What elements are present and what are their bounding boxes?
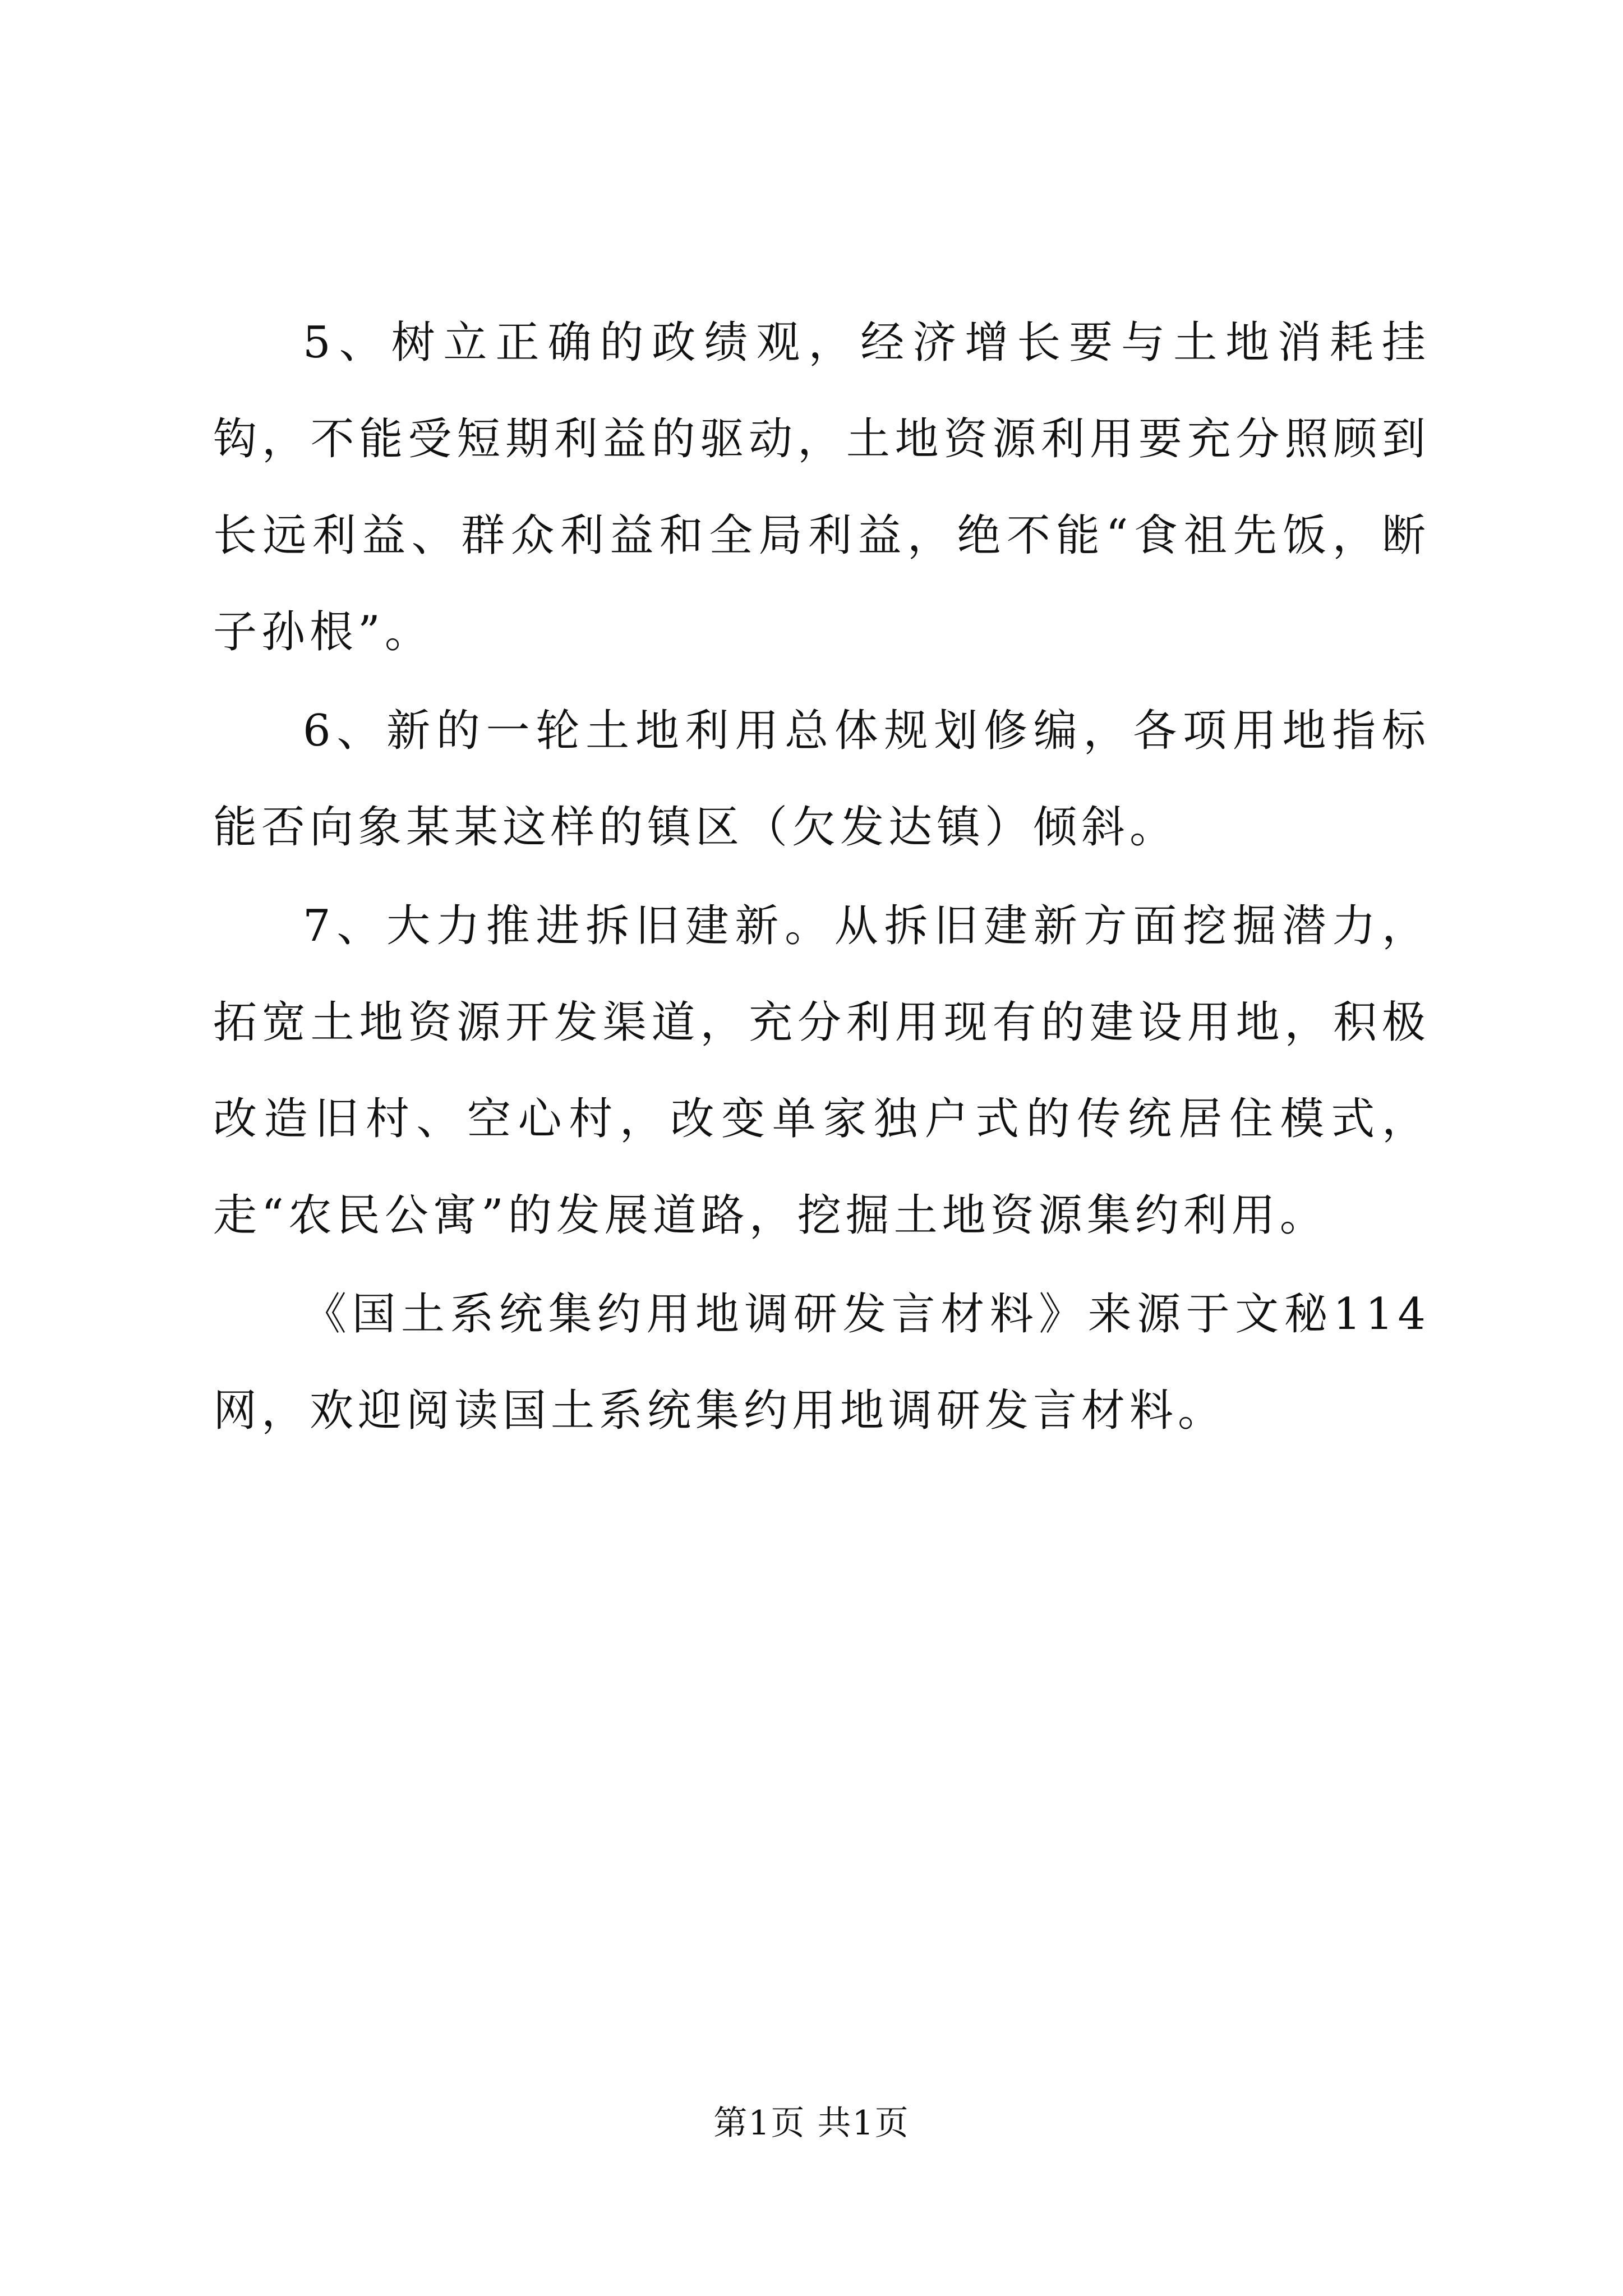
page-footer: 第1页 共1页 [713, 2104, 910, 2143]
source-note-paragraph: 《国土系统集约用地调研发言材料》来源于文秘114网，欢迎阅读国土系统集约用地调研发言材料。 [213, 1289, 1430, 1436]
document-body [213, 295, 1430, 1459]
paragraph-7: 7、大力推进拆旧建新。从拆旧建新方面挖掘潜力，拓宽土地资源开发渠道，充分利用现有的建设用地，积极改造旧村、空心村，改变单家独户式的传统居住模式，走“农民公寓”的发展道路，挖掘土地资源集约利用。 [213, 901, 1430, 1241]
paragraph-6: 6、新的一轮土地利用总体规划修编，各项用地指标能否向象某某这样的镇区（欠发达镇）倾斜。 [213, 706, 1430, 853]
paragraph-5: 5、树立正确的政绩观，经济增长要与土地消耗挂钩，不能受短期利益的驱动，土地资源利用要充分照顾到长远利益、群众利益和全局利益，绝不能“食祖先饭，断子孙根”。 [213, 318, 1430, 657]
